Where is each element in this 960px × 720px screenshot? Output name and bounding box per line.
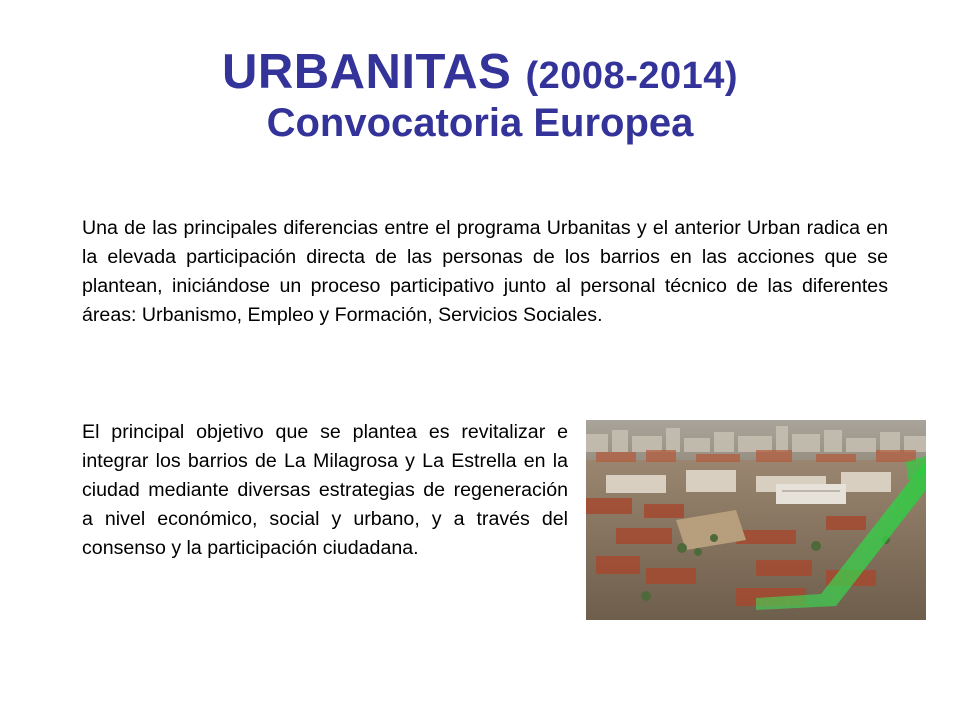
aerial-city-photo <box>586 420 926 620</box>
title-subtitle: Convocatoria Europea <box>266 101 694 146</box>
objective-paragraph: El principal objetivo que se plantea es revitalizar e integrar los barrios de La Milagrosa y La Estrella en la ciudad mediante diversas estrategias de regeneración a nivel económico, social y urbano, y a través del consenso y la participación ciudadana. <box>82 421 568 559</box>
title-line-1 <box>0 44 960 100</box>
title-main: URBANITAS <box>221 45 512 99</box>
title-years: (2008-2014) <box>525 55 739 97</box>
slide-title <box>0 44 960 146</box>
intro-paragraph: Una de las principales diferencias entre el programa Urbanitas y el anterior Urban radica en la elevada participación directa de las personas de los barrios en las acciones que se plantean, iniciándose un proceso participativo junto al personal técnico de las diferentes áreas: Urbanismo, Empleo y Formación, Servicios Sociales. <box>82 217 888 326</box>
